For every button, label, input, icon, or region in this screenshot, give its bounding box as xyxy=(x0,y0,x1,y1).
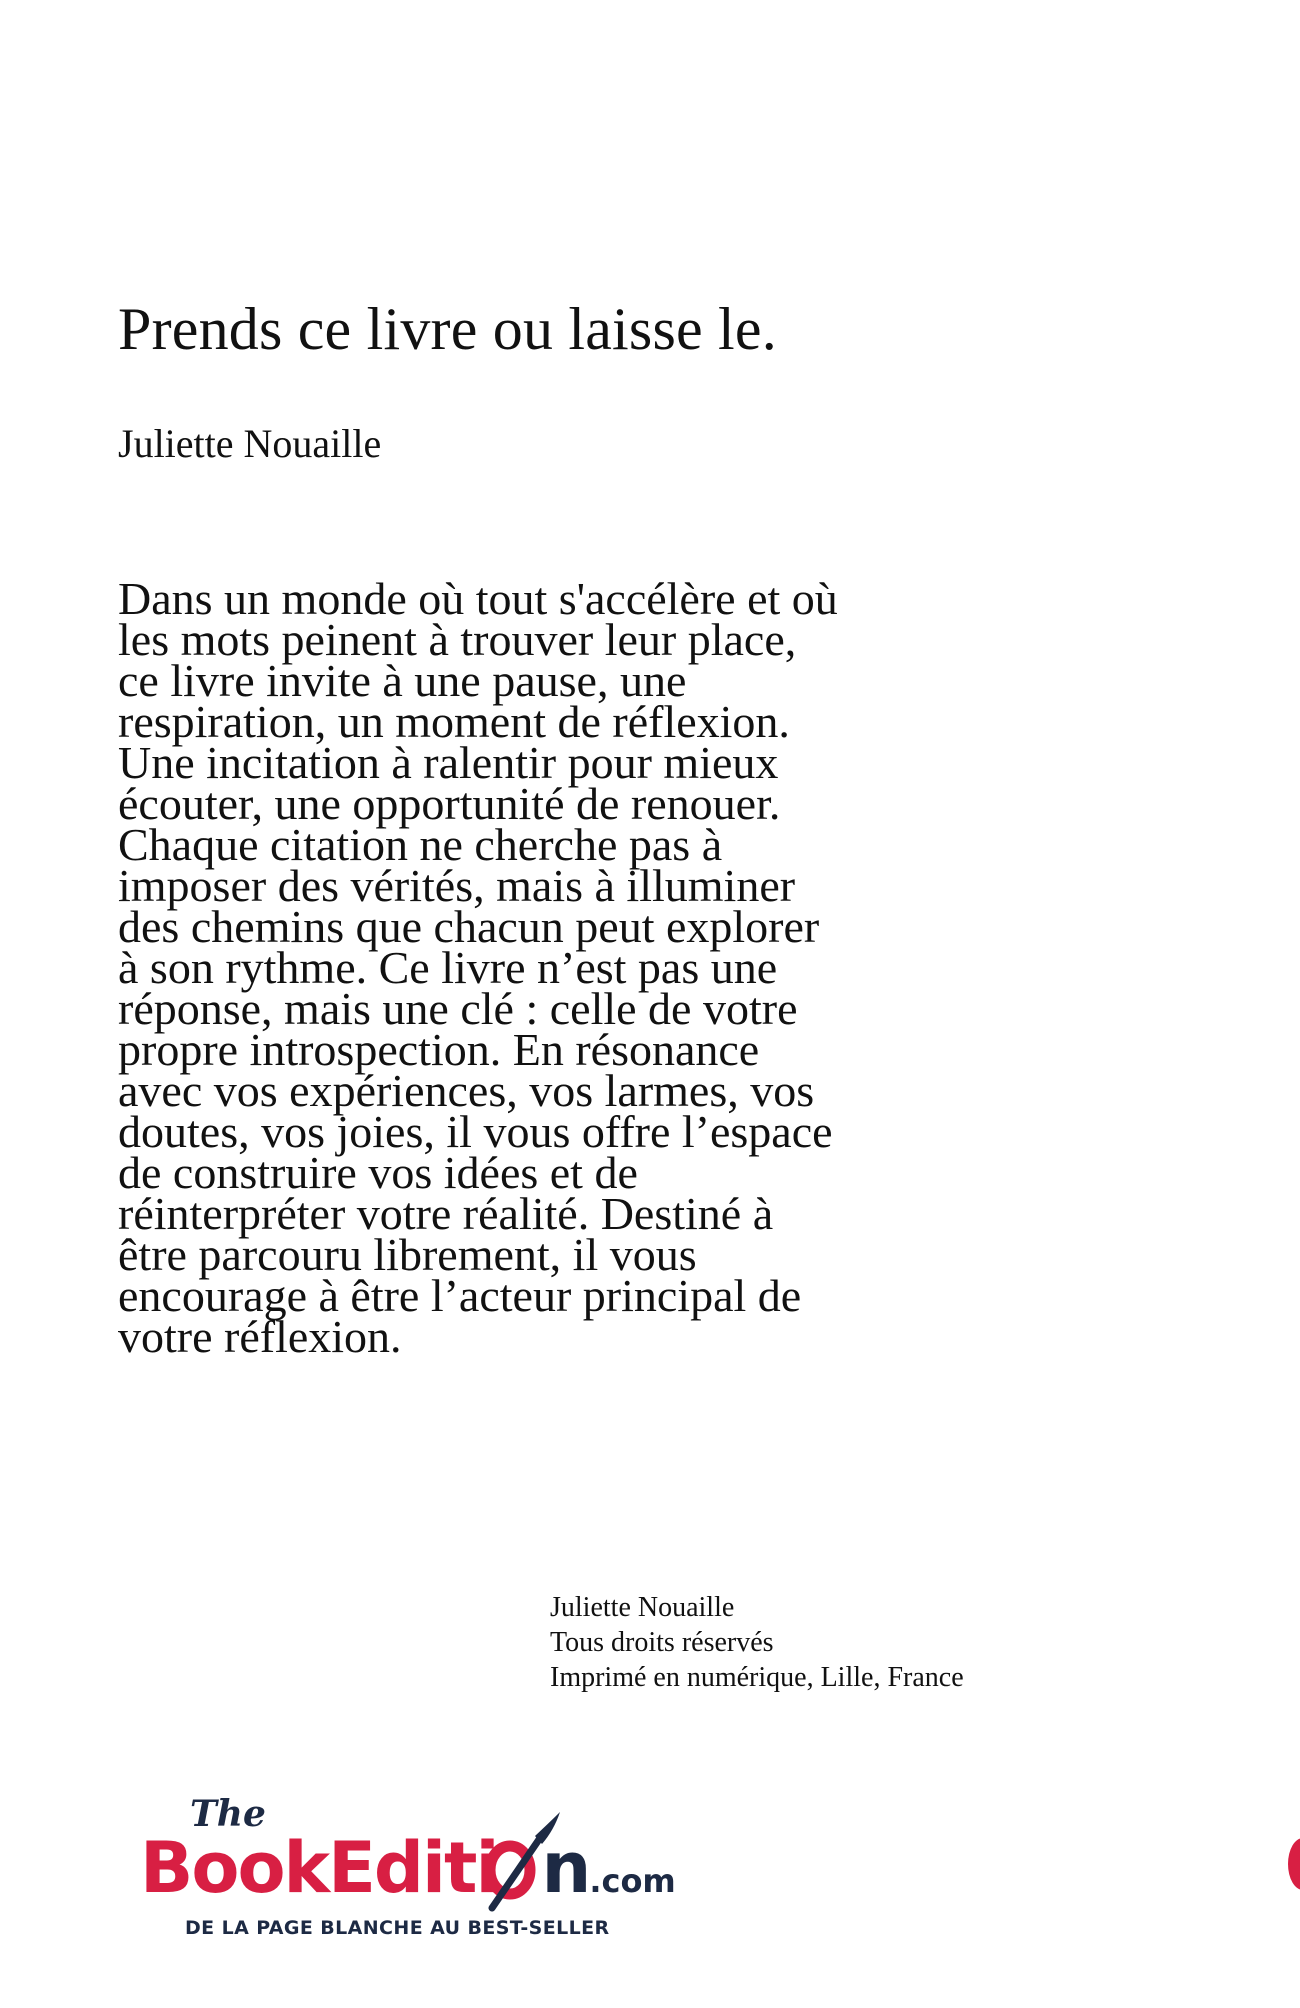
blurb-line: de construire vos idées et de xyxy=(118,1147,638,1198)
edge-decoration xyxy=(1288,1838,1300,1890)
blurb-line: des chemins que chacun peut explorer xyxy=(118,901,820,952)
publisher-logo-graphic xyxy=(140,1790,700,1950)
blurb-line: être parcouru librement, il vous xyxy=(118,1229,697,1280)
logo-wordmark xyxy=(140,1827,676,1909)
logo-edition-end: n xyxy=(541,1827,590,1909)
colophon xyxy=(550,1590,964,1695)
logo-edition: Editi xyxy=(328,1827,498,1909)
blurb-line: réponse, mais une clé : celle de votre xyxy=(118,983,798,1034)
blurb-line: écouter, une opportunité de renouer. xyxy=(118,778,781,829)
logo-dotcom: .com xyxy=(589,1862,676,1900)
blurb-line: les mots peinent à trouver leur place, xyxy=(118,614,797,665)
blurb-line: Dans un monde où tout s'accélère et où xyxy=(118,573,838,624)
blurb-line: votre réflexion. xyxy=(118,1311,402,1362)
blurb-line: propre introspection. En résonance xyxy=(118,1024,760,1075)
blurb-line: à son rythme. Ce livre n’est pas une xyxy=(118,942,778,993)
book-blurb xyxy=(118,573,978,1362)
publisher-logo xyxy=(140,1790,700,1950)
colophon-printed: Imprimé en numérique, Lille, France xyxy=(550,1662,964,1693)
blurb-line: Chaque citation ne cherche pas à xyxy=(118,819,723,870)
blurb-line: ce livre invite à une pause, une xyxy=(118,655,687,706)
blurb-line: encourage à être l’acteur principal de xyxy=(118,1270,802,1321)
colophon-author: Juliette Nouaille xyxy=(550,1592,735,1623)
book-author: Juliette Nouaille xyxy=(118,421,382,466)
logo-tagline: DE LA PAGE BLANCHE AU BEST-SELLER xyxy=(185,1917,610,1939)
logo-the-text: The xyxy=(190,1793,266,1835)
blurb-line: réinterpréter votre réalité. Destiné à xyxy=(118,1188,774,1239)
blurb-line: avec vos expériences, vos larmes, vos xyxy=(118,1065,815,1116)
blurb-line: doutes, vos joies, il vous offre l’espace xyxy=(118,1106,833,1157)
blurb-line: imposer des vérités, mais à illuminer xyxy=(118,860,796,911)
colophon-rights: Tous droits réservés xyxy=(550,1627,774,1658)
blurb-line: Une incitation à ralentir pour mieux xyxy=(118,737,779,788)
blurb-line: respiration, un moment de réflexion. xyxy=(118,696,790,747)
book-title: Prends ce livre ou laisse le. xyxy=(118,296,777,362)
logo-book: Book xyxy=(140,1827,329,1909)
